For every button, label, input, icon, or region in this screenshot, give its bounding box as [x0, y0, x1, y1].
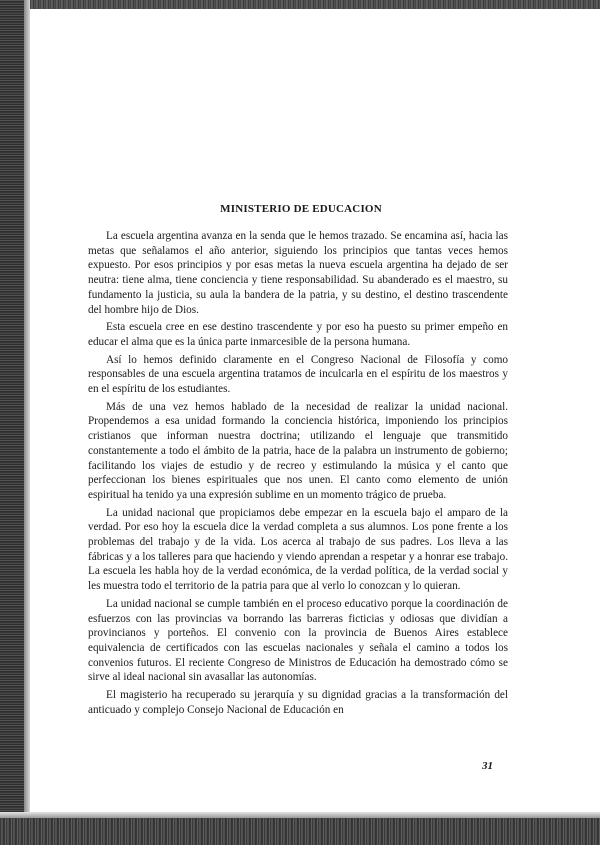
paragraph-7: El magisterio ha recuperado su jerarquía y su dignidad gracias a la transformación del anticuado y complejo Consejo Nacional de Educación en — [88, 689, 508, 716]
paragraph-2: Esta escuela cree en ese destino trascendente y por eso ha puesto su primer empeño en educar el alma que es la única parte inmarcesible de la persona humana. — [88, 321, 508, 348]
paragraph-1: La escuela argentina avanza en la senda que le hemos trazado. Se encamina así, hacia las metas que señalamos el año anterior, siguiendo los principios que tantas veces hemos expuesto. Por esos principios y por esas metas la nueva escuela argentina ha dejado de ser neutra: tiene alma, tiene conciencia y tiene responsabilidad. Su abanderado es el maestro, su fundamento la justicia, su aula la bandera de la patria, y su destino, el destino trascendente del hombre hijo de Dios. — [88, 230, 508, 316]
paragraph-6: La unidad nacional se cumple también en el proceso educativo porque la coordinación de esfuerzos con las provincias va borrando las barreras ficticias y odiosas que dividían a provincianos y porteños. El convenio con la provincia de Buenos Aires establece equivalencia de certificados con las escuelas nacionales y señala el camino a todos los convenios futuros. El reciente Congreso de Ministros de Educación ha demostrado cómo se sirve al ideal nacional sin avasallar las autonomías. — [88, 597, 508, 684]
scan-border-bottom — [0, 818, 600, 845]
scan-border-left — [0, 0, 24, 845]
scan-border-left-shadow — [24, 0, 30, 845]
paragraph-3: Así lo hemos definido claramente en el Congreso Nacional de Filosofía y como responsables de una escuela argentina tratamos de inculcarla en el espíritu de los maestros y en el espíritu de los estudiantes. — [88, 353, 508, 396]
paragraph-4: Más de una vez hemos hablado de la necesidad de realizar la unidad nacional. Propendemos a esa unidad formando la conciencia histórica, imponiendo los principios cristianos que informan nuestra doctrina; utilizando el lenguaje que transmitido constantemente a todo el ámbito de la patria, hace de la palabra un instrumento de gobierno; facilitando los viajes de estudio y de recreo y estimulando la música y el canto que perfeccionan los bienes espirituales que nos unen. El canto como elemento de unión espiritual ha tenido ya una expresión sublime en un momento trágico de prueba. — [88, 400, 508, 501]
page-number: 31 — [482, 760, 493, 772]
paragraph-5: La unidad nacional que propiciamos debe empezar en la escuela bajo el amparo de la verdad. Por eso hoy la escuela dice la verdad completa a sus alumnos. Los pone frente a los problemas del trabajo y de la vida. Los acerca al trabajo de sus padres. Los lleva a las fábricas y a los talleres para que haciendo y viendo aprendan a respetar y a honrar ese trabajo. La escuela les habla hoy de la verdad económica, de la verdad política, de la verdad social y les muestra todo el territorio de la patria para que al verlo lo conozcan y lo quieran. — [88, 506, 508, 593]
scan-border-top — [0, 0, 600, 9]
page-body — [88, 203, 508, 721]
section-heading: MINISTERIO DE EDUCACION — [220, 203, 382, 215]
